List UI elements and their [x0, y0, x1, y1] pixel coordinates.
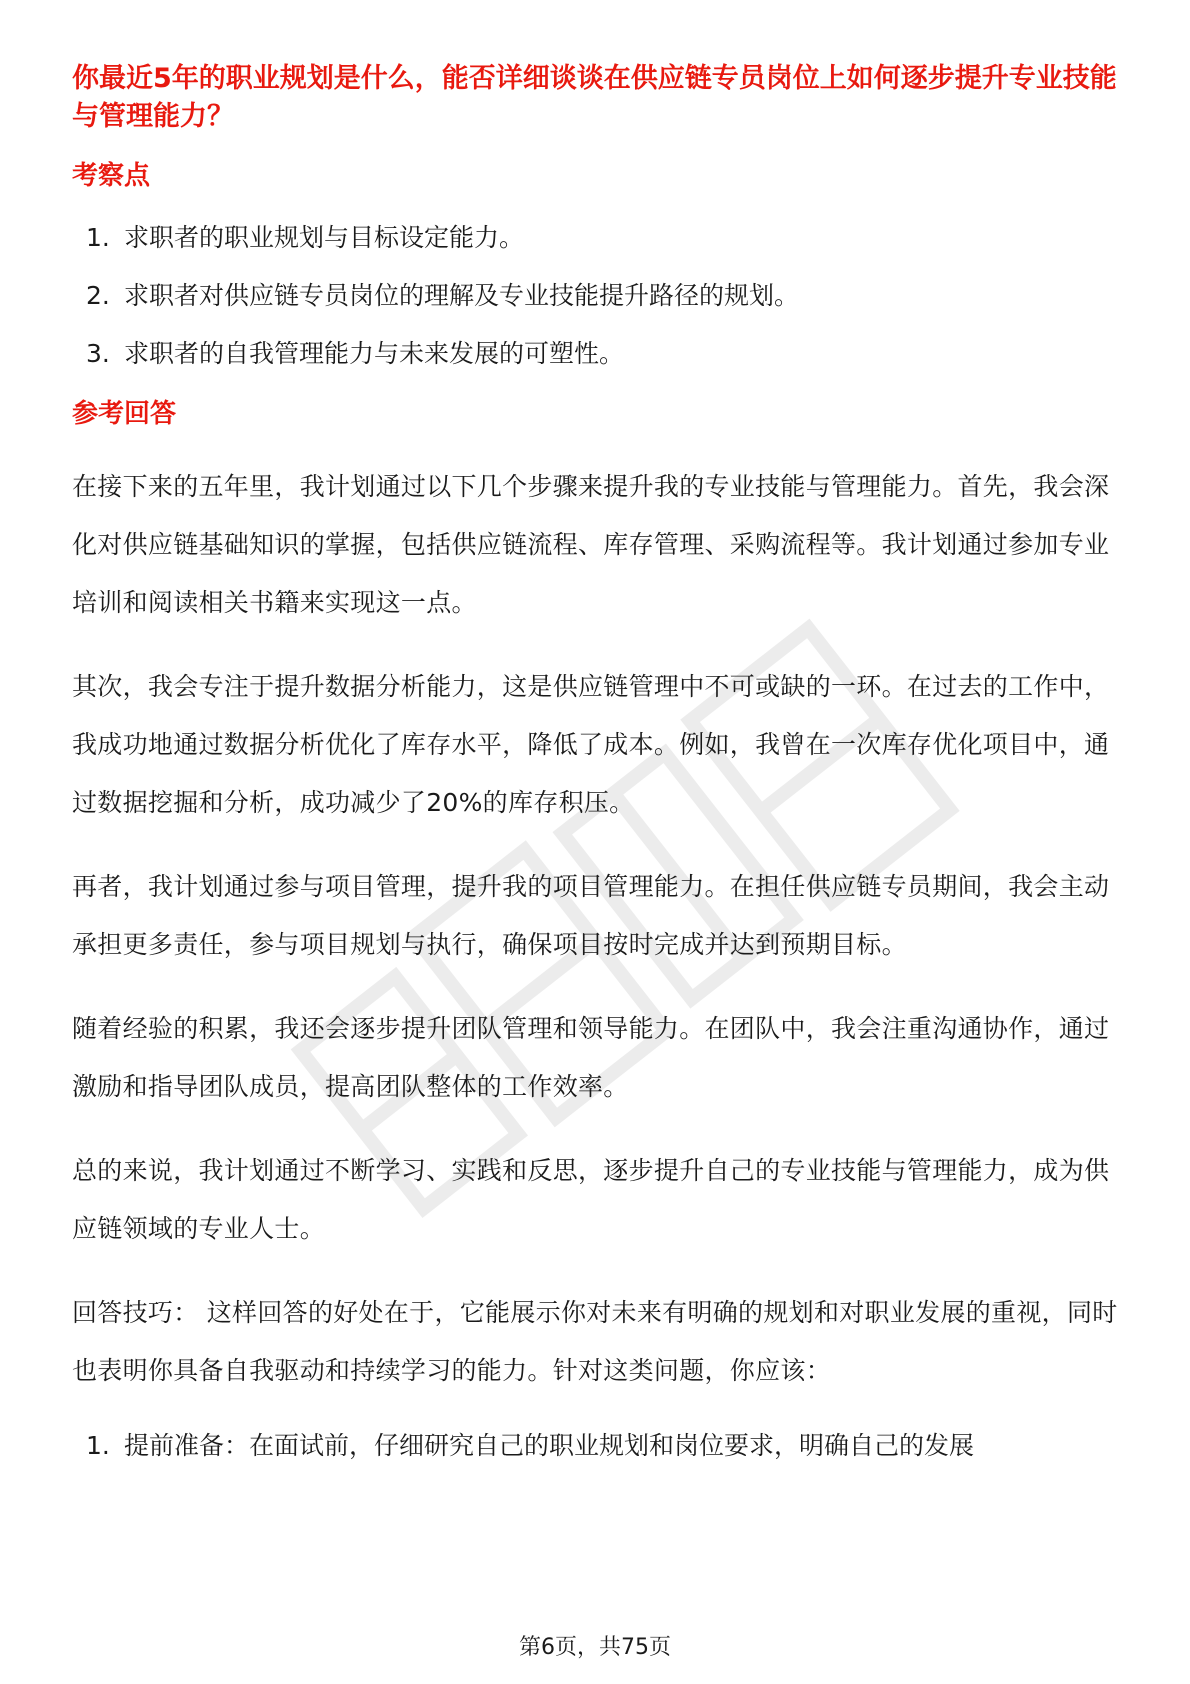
list-number: 1. — [86, 223, 110, 252]
list-item — [72, 278, 1122, 314]
list-number: 3. — [86, 339, 110, 368]
list-text: 提前准备：在面试前，仔细研究自己的职业规划和岗位要求，明确自己的发展 — [124, 1431, 975, 1460]
list-text: 求职者对供应链专员岗位的理解及专业技能提升路径的规划。 — [124, 281, 800, 310]
answer-paragraph: 在接下来的五年里，我计划通过以下几个步骤来提升我的专业技能与管理能力。首先，我会深化对供应链基础知识的掌握，包括供应链流程、库存管理、采购流程等。我计划通过参加专业培训和阅读相关书籍来实现这一点。 — [72, 472, 1110, 617]
list-item — [72, 1426, 1122, 1466]
exam-points-heading: 考察点 — [72, 161, 151, 191]
tips-list — [72, 1426, 1122, 1466]
list-number: 2. — [86, 281, 110, 310]
list-text: 求职者的自我管理能力与未来发展的可塑性。 — [124, 339, 625, 368]
answer-heading: 参考回答 — [72, 399, 177, 429]
list-item — [72, 220, 1122, 256]
list-text: 求职者的职业规划与目标设定能力。 — [124, 223, 525, 252]
answer-paragraph: 总的来说，我计划通过不断学习、实践和反思，逐步提升自己的专业技能与管理能力，成为供应链领域的专业人士。 — [72, 1156, 1110, 1243]
page-footer: 第6页，共75页 — [519, 1635, 671, 1660]
answer-paragraph: 其次，我会专注于提升数据分析能力，这是供应链管理中不可或缺的一环。在过去的工作中，我成功地通过数据分析优化了库存水平，降低了成本。例如，我曾在一次库存优化项目中，通过数据挖掘和分析，成功减少了20%的库存积压。 — [72, 672, 1110, 817]
answer-paragraph: 再者，我计划通过参与项目管理，提升我的项目管理能力。在担任供应链专员期间，我会主动承担更多责任，参与项目规划与执行，确保项目按时完成并达到预期目标。 — [72, 872, 1110, 959]
answer-paragraph: 随着经验的积累，我还会逐步提升团队管理和领导能力。在团队中，我会注重沟通协作，通过激励和指导团队成员，提高团队整体的工作效率。 — [72, 1014, 1110, 1101]
answer-tips-paragraph: 回答技巧： 这样回答的好处在于，它能展示你对未来有明确的规划和对职业发展的重视，同时也表明你具备自我驱动和持续学习的能力。针对这类问题，你应该： — [72, 1298, 1118, 1385]
document-page — [72, 60, 1122, 1466]
list-number: 1. — [86, 1431, 110, 1460]
question-title: 你最近5年的职业规划是什么，能否详细谈谈在供应链专员岗位上如何逐步提升专业技能与管理能力？ — [72, 63, 1117, 132]
list-item — [72, 336, 1122, 372]
exam-points-list — [72, 220, 1122, 372]
